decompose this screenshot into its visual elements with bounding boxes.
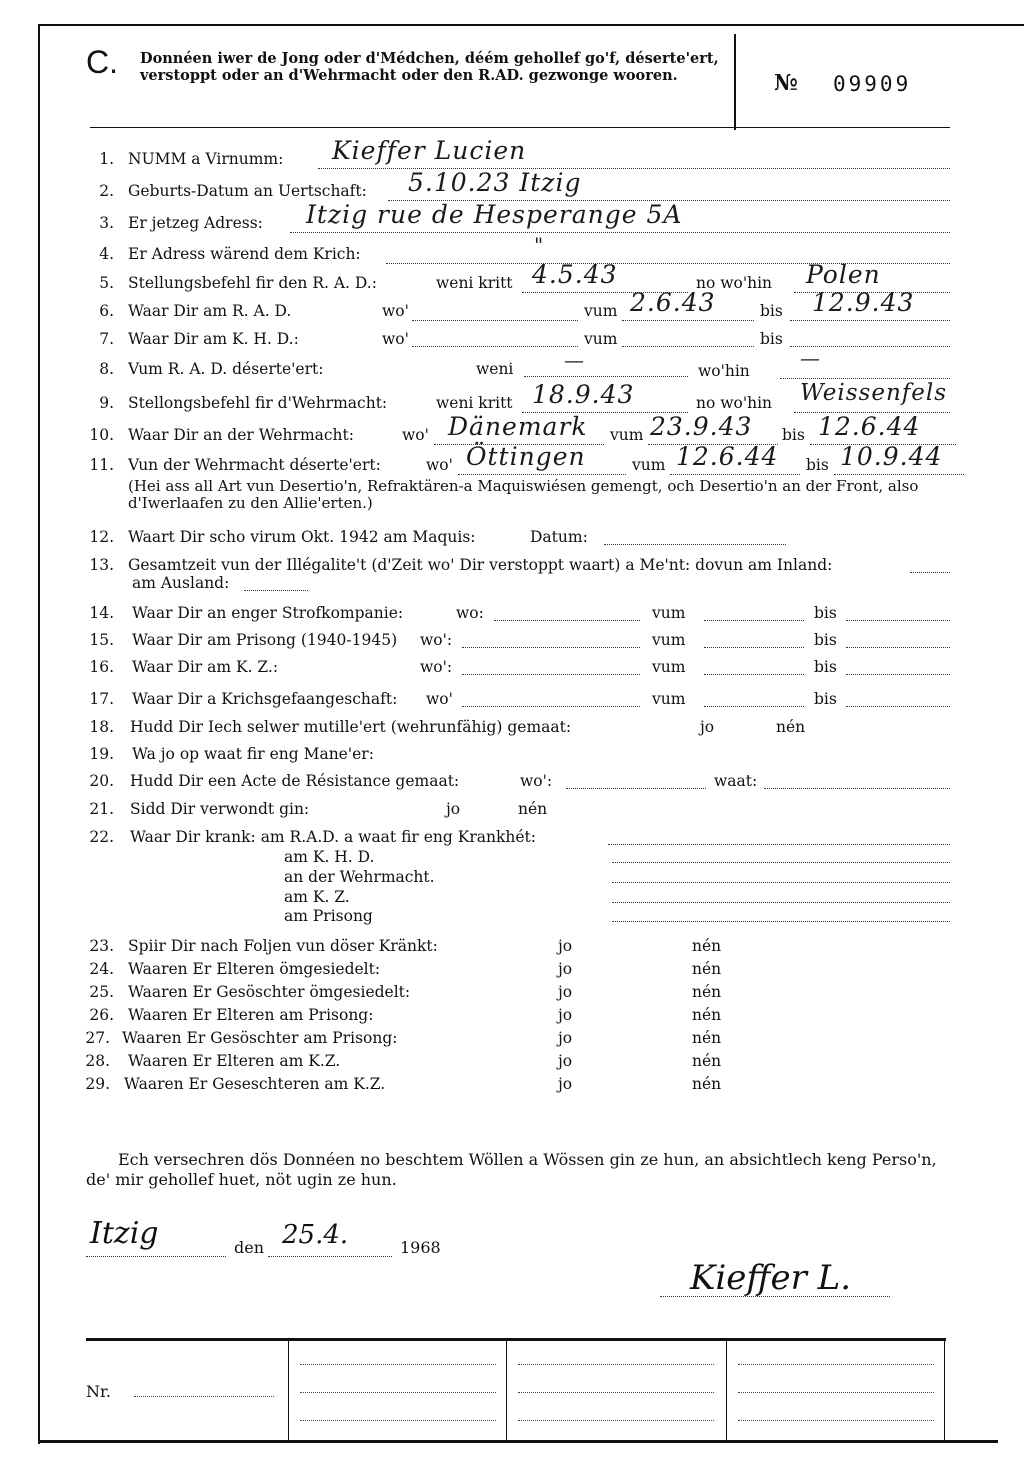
yes-option[interactable]: jo <box>558 960 573 978</box>
question-label: Waaren Er Elteren am K.Z. <box>128 1052 341 1070</box>
question-number: 29. <box>85 1075 110 1093</box>
answer-handwritten: Weissenfels <box>800 380 948 406</box>
answer-handwritten: 5.10.23 Itzig <box>408 168 582 197</box>
sub-label: am K. H. D. <box>284 848 375 866</box>
question-number: 15. <box>89 631 114 649</box>
year-text: 1968 <box>400 1238 441 1257</box>
no-option[interactable]: nén <box>692 1006 722 1024</box>
wohin-label: no wo'hin <box>696 394 773 412</box>
office-cell-divider <box>726 1340 727 1440</box>
answer-line <box>612 882 950 883</box>
answer-line <box>704 706 804 707</box>
yes-option[interactable]: jo <box>558 983 573 1001</box>
nr-line <box>134 1396 274 1397</box>
question-label: Gesamtzeit vun der Illégalite't (d'Zeit wo' Dir verstoppt waart) a Me'nt: dovun am Inland: <box>128 556 833 574</box>
header-rule <box>90 127 950 128</box>
sub-label: am K. Z. <box>284 888 350 906</box>
answer-handwritten: 23.9.43 <box>650 412 753 441</box>
no-option[interactable]: nén <box>776 718 806 736</box>
answer-handwritten: 2.6.43 <box>630 288 716 317</box>
yes-option[interactable]: jo <box>446 800 461 818</box>
frame-top-border <box>38 24 1024 26</box>
question-label: Waar Dir an enger Strofkompanie: <box>132 604 404 622</box>
question-label: Spiir Dir nach Foljen vun döser Kränkt: <box>128 937 438 955</box>
sub-label: an der Wehrmacht. <box>284 868 435 886</box>
wo-label: wo' <box>382 302 409 320</box>
question-number: 14. <box>89 604 114 622</box>
answer-line <box>846 647 950 648</box>
no-option[interactable]: nén <box>692 937 722 955</box>
wo-label: wo' <box>382 330 409 348</box>
wo-label: wo: <box>456 604 484 622</box>
question-number: 19. <box>89 745 114 763</box>
answer-handwritten: Kieffer Lucien <box>332 136 527 165</box>
weni-label: weni <box>476 360 514 378</box>
answer-line <box>764 788 950 789</box>
wo-label: wo': <box>420 658 453 676</box>
no-option[interactable]: nén <box>692 983 722 1001</box>
wo-label: wo': <box>420 631 453 649</box>
question-number: 10. <box>89 426 114 444</box>
question-number: 18. <box>89 718 114 736</box>
answer-line <box>622 320 754 321</box>
place-line <box>86 1256 226 1257</box>
no-option[interactable]: nén <box>692 1075 722 1093</box>
nr-label: Nr. <box>86 1382 111 1401</box>
vum-label: vum <box>652 658 686 676</box>
question-number: 2. <box>99 182 114 200</box>
bis-label: bis <box>760 302 783 320</box>
no-option[interactable]: nén <box>692 1029 722 1047</box>
question-number: 22. <box>89 828 114 846</box>
question-label: Sidd Dir verwondt gin: <box>130 800 310 818</box>
question-number: 23. <box>89 937 114 955</box>
answer-handwritten: 12.9.43 <box>812 288 915 317</box>
office-line <box>518 1392 714 1393</box>
office-cell-divider <box>944 1340 945 1440</box>
question-label: Waar Dir am Prisong (1940-1945) <box>132 631 398 649</box>
question-number: 1. <box>99 150 114 168</box>
question-label: Vun der Wehrmacht déserte'ert: <box>128 456 381 474</box>
question-number: 17. <box>89 690 114 708</box>
question-label: Waaren Er Geseschteren am K.Z. <box>124 1075 386 1093</box>
question-label: Hudd Dir een Acte de Résistance gemaat: <box>130 772 460 790</box>
question-number: 13. <box>89 556 114 574</box>
frame-left-border <box>38 24 40 1444</box>
answer-line <box>834 474 964 475</box>
answer-line <box>612 921 950 922</box>
question-label: Waaren Er Gesöschter ömgesiedelt: <box>128 983 411 1001</box>
vum-label: vum <box>652 631 686 649</box>
office-line <box>738 1420 934 1421</box>
date-handwritten: 25.4. <box>282 1220 349 1250</box>
sub-label: am Prisong <box>284 907 373 925</box>
place-handwritten: Itzig <box>90 1216 159 1251</box>
yes-option[interactable]: jo <box>558 1075 573 1093</box>
question-label: Vum R. A. D. déserte'ert: <box>128 360 324 378</box>
wo-label: wo' <box>402 426 429 444</box>
answer-line <box>704 620 804 621</box>
question-label: Waar Dir a Krichsgefaangeschaft: <box>132 690 398 708</box>
answer-line <box>604 544 786 545</box>
question-label: Waar Dir an der Wehrmacht: <box>128 426 354 444</box>
answer-line <box>462 674 640 675</box>
answer-line <box>412 346 578 347</box>
answer-handwritten: " <box>534 233 545 257</box>
question-label: Stellungsbefehl fir den R. A. D.: <box>128 274 377 292</box>
answer-line <box>244 590 308 591</box>
question-label: Er jetzeg Adress: <box>128 214 263 232</box>
question-label: Geburts-Datum an Uertschaft: <box>128 182 367 200</box>
question-number: 20. <box>89 772 114 790</box>
question-label: Waaren Er Elteren am Prisong: <box>128 1006 374 1024</box>
vum-label: vum <box>652 690 686 708</box>
office-line <box>300 1392 496 1393</box>
wo-label: wo' <box>426 456 453 474</box>
declaration-text: Ech versechren dös Donnéen no beschtem Wöllen a Wössen gin ze hun, an absichtlech keng Perso'n, de' mir gehollef huet, nöt ugin ze hun. <box>86 1150 937 1189</box>
answer-line <box>494 620 640 621</box>
answer-handwritten: Itzig rue de Hesperange 5A <box>306 200 683 229</box>
question-number: 12. <box>89 528 114 546</box>
bis-label: bis <box>806 456 829 474</box>
bis-label: bis <box>760 330 783 348</box>
answer-line <box>462 647 640 648</box>
question-number: 7. <box>99 330 114 348</box>
bis-label: bis <box>814 690 837 708</box>
answer-line <box>524 376 688 377</box>
answer-line <box>290 232 950 233</box>
answer-line <box>910 572 950 573</box>
no-option[interactable]: nén <box>518 800 548 818</box>
wohin-label: no wo'hin <box>696 274 773 292</box>
question-label: Waar Dir am R. A. D. <box>128 302 292 320</box>
weni-label: weni kritt <box>436 274 513 292</box>
answer-line <box>780 378 950 379</box>
wo-label: wo': <box>520 772 553 790</box>
question-11-note: (Hei ass all Art vun Desertio'n, Refraktären-a Maquiswiésen gemengt, och Desertio'n an der Front, also d'Iwerlaafen zu den Allie'erten.) <box>128 477 919 512</box>
answer-handwritten: 12.6.44 <box>676 442 779 471</box>
office-line <box>518 1420 714 1421</box>
yes-option[interactable]: jo <box>558 1029 573 1047</box>
wohin-label: wo'hin <box>698 362 750 380</box>
answer-handwritten: 18.9.43 <box>532 380 635 409</box>
answer-line <box>566 788 706 789</box>
answer-line <box>704 674 804 675</box>
question-label: NUMM a Virnumm: <box>128 150 284 168</box>
yes-option[interactable]: jo <box>558 1052 573 1070</box>
answer-line <box>612 862 950 863</box>
answer-line <box>670 474 800 475</box>
answer-handwritten: 10.9.44 <box>840 442 943 471</box>
answer-line <box>412 320 578 321</box>
question-number: 6. <box>99 302 114 320</box>
answer-line <box>704 647 804 648</box>
answer-handwritten: 4.5.43 <box>532 260 618 289</box>
answer-line <box>458 474 626 475</box>
header-divider <box>734 34 736 130</box>
question-number: 25. <box>89 983 114 1001</box>
office-cell-divider <box>288 1340 289 1440</box>
question-number: 8. <box>99 360 114 378</box>
question-label: Waart Dir scho virum Okt. 1942 am Maquis: <box>128 528 476 546</box>
number-symbol: № <box>774 70 798 96</box>
vum-label: vum <box>584 330 618 348</box>
den-label: den <box>234 1238 265 1257</box>
answer-handwritten: Dänemark <box>448 412 588 441</box>
question-label: Er Adress wärend dem Krich: <box>128 245 361 263</box>
vum-label: vum <box>632 456 666 474</box>
question-label: Waaren Er Elteren ömgesiedelt: <box>128 960 381 978</box>
frame-bottom-border <box>38 1440 998 1443</box>
vum-label: vum <box>652 604 686 622</box>
answer-line <box>608 844 950 845</box>
answer-line <box>790 320 950 321</box>
answer-line <box>846 706 950 707</box>
answer-line <box>846 620 950 621</box>
question-label: Wa jo op waat fir eng Mane'er: <box>132 745 374 763</box>
bis-label: bis <box>814 631 837 649</box>
vum-label: vum <box>610 426 644 444</box>
question-number: 9. <box>99 394 114 412</box>
question-label: Stellongsbefehl fir d'Wehrmacht: <box>128 394 388 412</box>
bis-label: bis <box>782 426 805 444</box>
yes-option[interactable]: jo <box>558 937 573 955</box>
question-number: 24. <box>89 960 114 978</box>
question-number: 11. <box>89 456 114 474</box>
question-number: 27. <box>85 1029 110 1047</box>
answer-line <box>612 902 950 903</box>
signature-handwritten: Kieffer L. <box>690 1258 852 1298</box>
answer-line <box>846 674 950 675</box>
question-label: Waaren Er Gesöschter am Prisong: <box>122 1029 398 1047</box>
wo-label: wo' <box>426 690 453 708</box>
question-label: Hudd Dir Iech selwer mutille'ert (wehrunfähig) gemaat: <box>130 718 572 736</box>
yes-option[interactable]: jo <box>700 718 715 736</box>
office-line <box>738 1364 934 1365</box>
question-label: Waar Dir am K. H. D.: <box>128 330 299 348</box>
no-option[interactable]: nén <box>692 1052 722 1070</box>
office-block-rule <box>86 1338 946 1341</box>
question-number: 28. <box>85 1052 110 1070</box>
form-number: 09909 <box>833 72 912 96</box>
ausland-label: am Ausland: <box>132 574 230 592</box>
question-number: 26. <box>89 1006 114 1024</box>
answer-handwritten: — <box>800 346 821 370</box>
bis-label: bis <box>814 604 837 622</box>
form-intro: Donnéen iwer de Jong oder d'Médchen, déém gehollef go'f, déserte'ert, verstoppt oder an d'Wehrmacht oder den R.AD. gezwonge wooren. <box>140 50 719 84</box>
office-line <box>300 1420 496 1421</box>
no-option[interactable]: nén <box>692 960 722 978</box>
answer-line <box>622 346 754 347</box>
question-number: 5. <box>99 274 114 292</box>
waat-label: waat: <box>714 772 758 790</box>
weni-label: weni kritt <box>436 394 513 412</box>
question-number: 4. <box>99 245 114 263</box>
answer-handwritten: Polen <box>806 260 881 289</box>
vum-label: vum <box>584 302 618 320</box>
question-label: Waar Dir krank: am R.A.D. a waat fir eng Krankhét: <box>130 828 536 846</box>
section-letter: C. <box>86 44 118 80</box>
answer-handwritten: 12.6.44 <box>818 412 921 441</box>
office-cell-divider <box>506 1340 507 1440</box>
bis-label: bis <box>814 658 837 676</box>
answer-line <box>462 706 640 707</box>
yes-option[interactable]: jo <box>558 1006 573 1024</box>
question-number: 3. <box>99 214 114 232</box>
date-line <box>268 1256 392 1257</box>
office-line <box>518 1364 714 1365</box>
question-label: Waar Dir am K. Z.: <box>132 658 279 676</box>
question-number: 16. <box>89 658 114 676</box>
answer-handwritten: Öttingen <box>466 442 586 471</box>
answer-handwritten: — <box>564 348 585 372</box>
datum-label: Datum: <box>530 528 588 546</box>
office-line <box>300 1364 496 1365</box>
question-number: 21. <box>89 800 114 818</box>
office-line <box>738 1392 934 1393</box>
